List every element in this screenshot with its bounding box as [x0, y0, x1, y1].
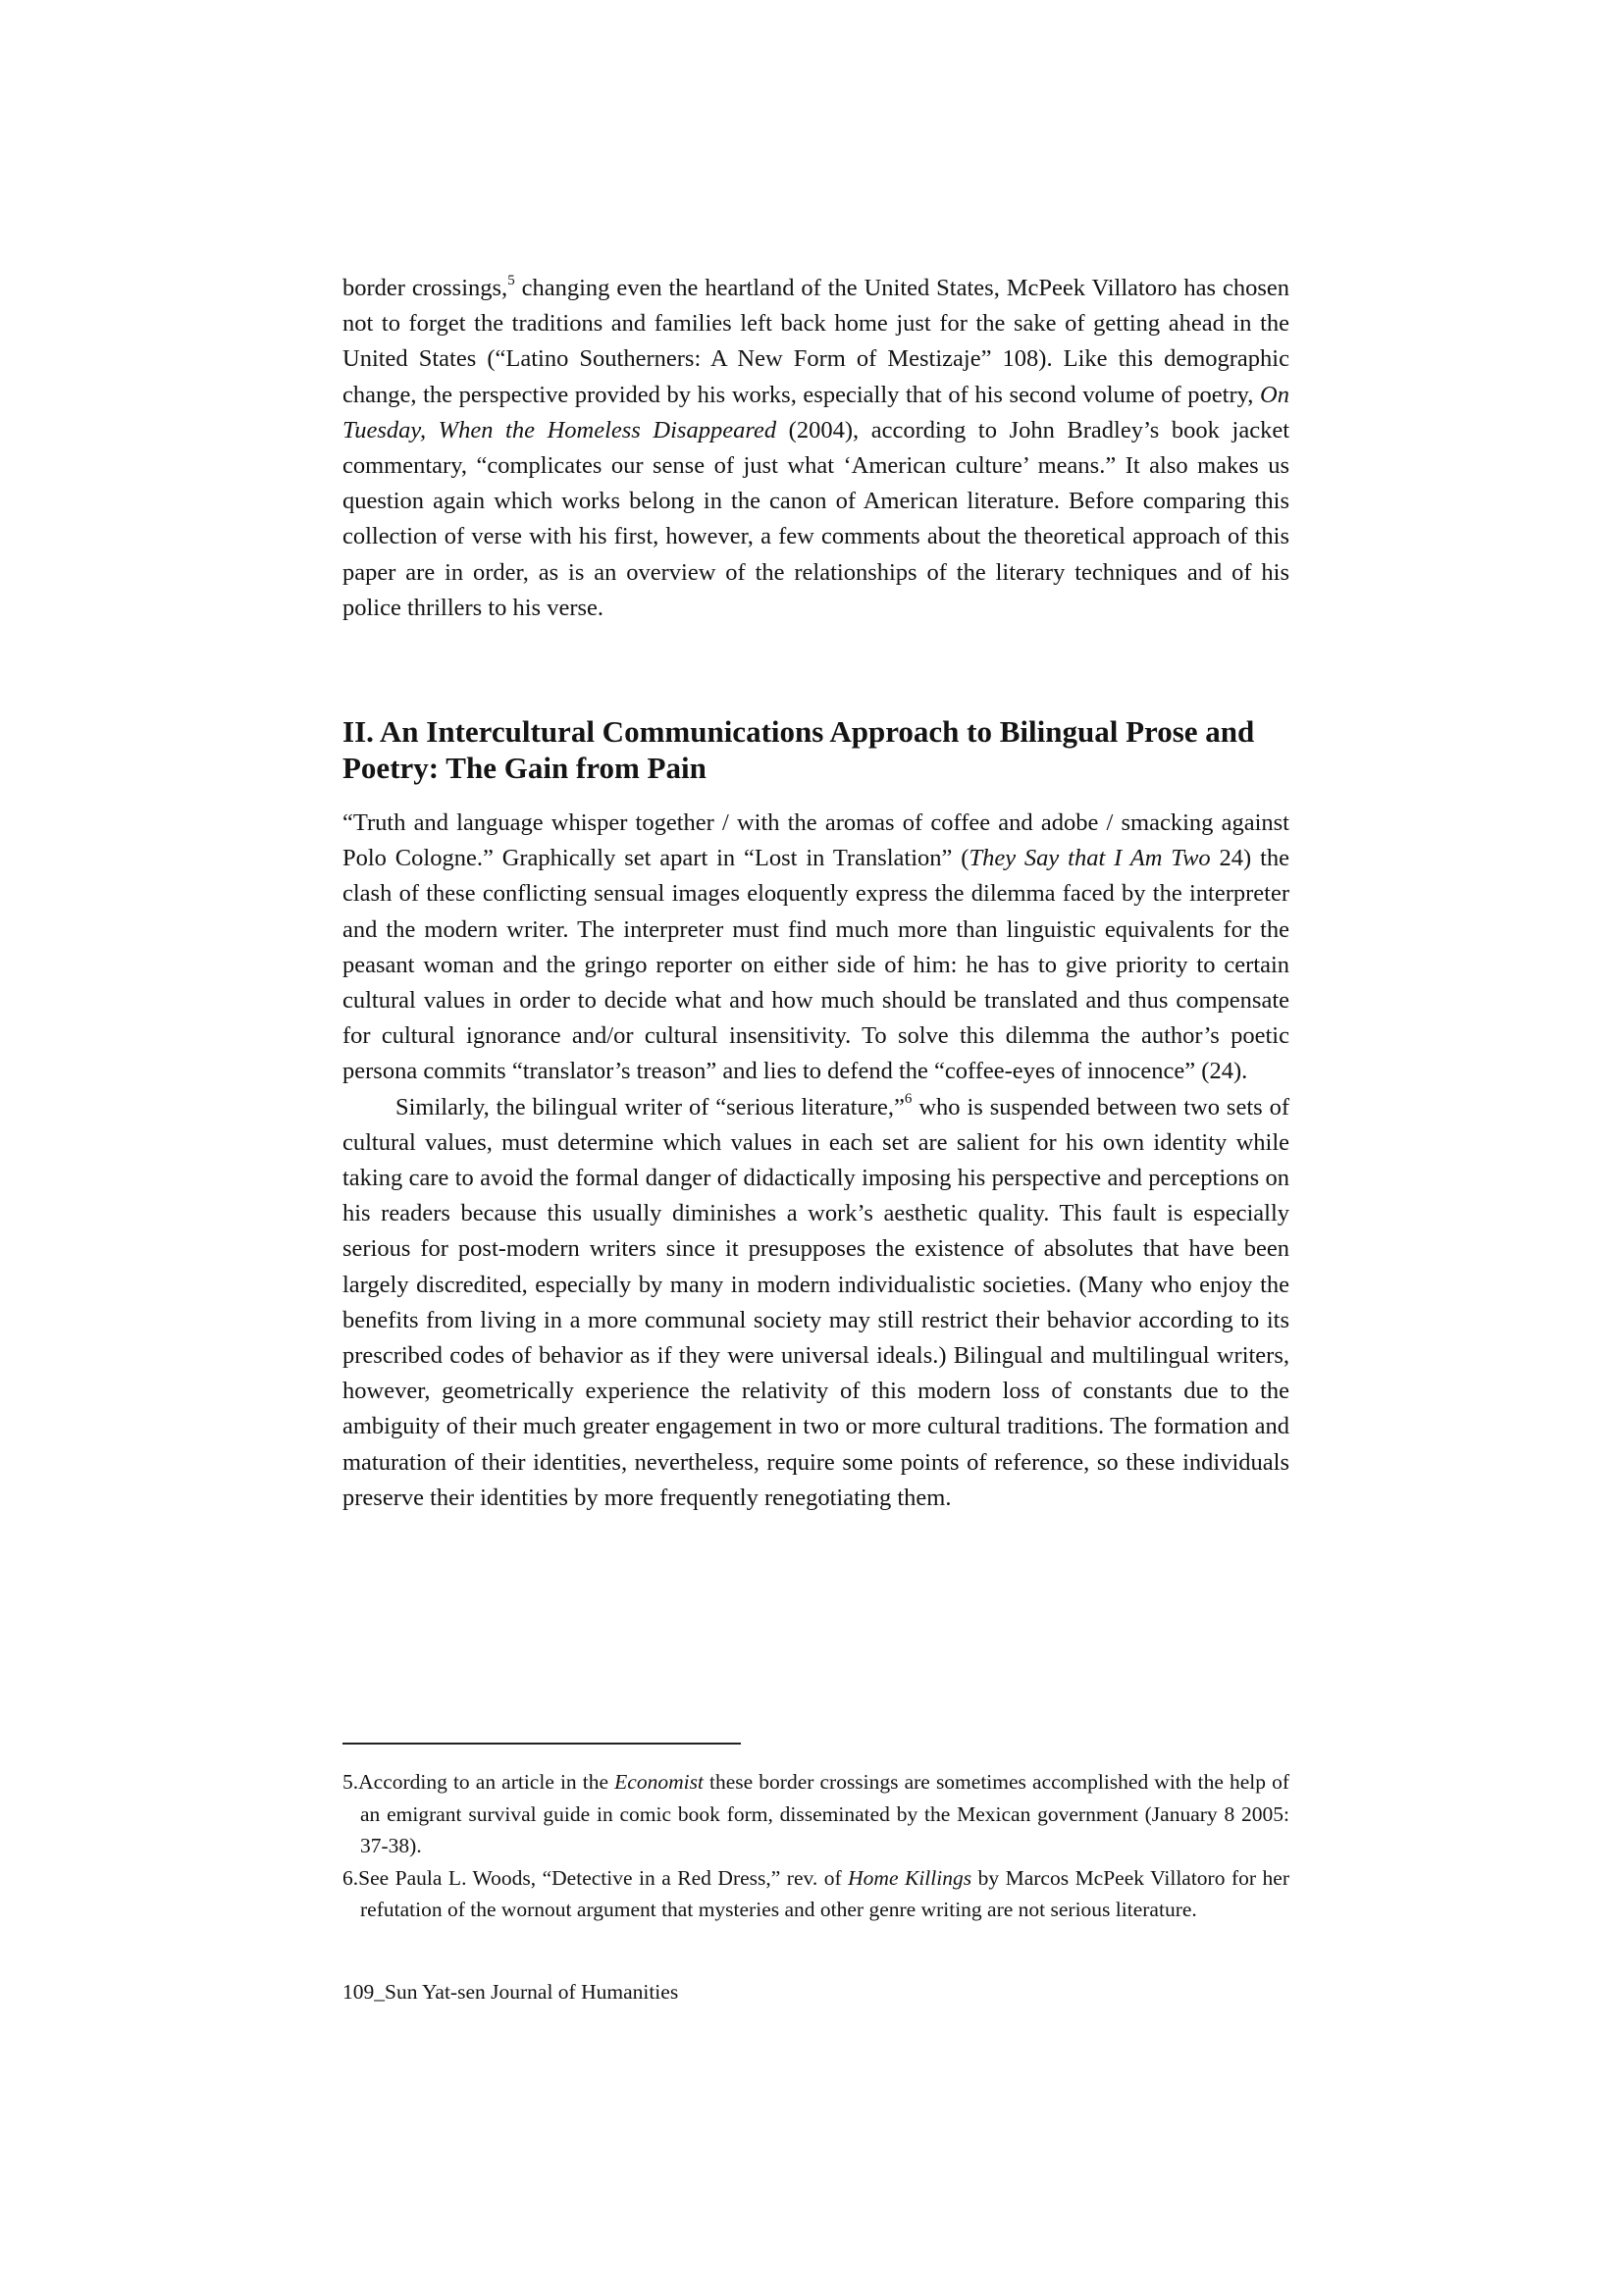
book-title-on-tuesday: On Tuesday, When the Homeless Disappeared [342, 381, 1289, 443]
intro-paragraph [342, 271, 1289, 626]
footnote-6 [342, 1862, 1289, 1926]
intro-text-2: changing even the heartland of the United States, McPeek Villatoro has chosen not to forget the traditions and families left back home just for the sake of getting ahead in the United States (“Latino Southerners: A New Form of Mestizaje” 108). Like this demographic change, the perspective provided by his works, especially that of his second volume of poetry, [342, 275, 1289, 408]
footnote-5 [342, 1766, 1289, 1862]
intro-text-1: border crossings, [342, 275, 508, 301]
book-title-they-say: They Say that I Am Two [969, 845, 1211, 872]
fn5-text-b: these border crossings are sometimes accomplished with the help of an emigrant survival guide in comic book form, disseminated by the Mexican government (January 8 2005: 37-38). [360, 1770, 1289, 1857]
book-title-home-killings: Home Killings [848, 1865, 972, 1890]
para2-text-a: Similarly, the bilingual writer of “serious literature,” [395, 1093, 905, 1121]
section-body [342, 806, 1289, 1516]
publication-title-economist: Economist [614, 1770, 704, 1794]
intro-text-3: (2004), according to John Bradley’s book jacket commentary, “complicates our sense of just what ‘American culture’ means.” It also makes us question again which works belong in the canon of American literature. Before comparing this collection of verse with his first, however, a few comments about the theoretical approach of this paper are in order, as is an overview of the relationships of the literary techniques and of his police thrillers to his verse. [342, 416, 1289, 621]
footnotes [342, 1766, 1289, 1926]
para1-text-a: “Truth and language whisper together / with the aromas of coffee and adobe / smacking against Polo Cologne.” Graphically set apart in “Lost in Translation” ( [342, 809, 1289, 872]
fn6-text-b: by Marcos McPeek Villatoro for her refutation of the wornout argument that mysteries and other genre writing are not serious literature. [360, 1865, 1289, 1921]
footnote-marker-5[interactable]: 5 [507, 272, 515, 288]
fn5-text-a: 5.According to an article in the [342, 1770, 615, 1794]
footnote-divider [342, 1743, 741, 1745]
para1-text-b: 24) the clash of these conflicting sensual images eloquently express the dilemma faced by the interpreter and the modern writer. The interpreter must find much more than linguistic equivalents for the peasant woman and the gringo reporter on either side of him: he has to give priority to certain cultural values in order to decide what and how much should be translated and thus compensate for cultural ignorance and/or cultural insensitivity. To solve this dilemma the author’s poetic persona commits “translator’s treason” and lies to defend the “coffee-eyes of innocence” (24). [342, 845, 1289, 1085]
section-paragraph-1 [342, 806, 1289, 1090]
fn6-text-a: 6.See Paula L. Woods, “Detective in a Red Dress,” rev. of [342, 1865, 849, 1890]
footnote-marker-6[interactable]: 6 [904, 1091, 913, 1108]
running-footer: 109_Sun Yat-sen Journal of Humanities [342, 1980, 679, 2004]
section-heading: II. An Intercultural Communications Approach to Bilingual Prose and Poetry: The Gain from Pain [342, 714, 1255, 785]
section-paragraph-2 [342, 1090, 1289, 1516]
para2-text-b: who is suspended between two sets of cultural values, must determine which values in each set are salient for his own identity while taking care to avoid the formal danger of didactically imposing his perspective and perceptions on his readers because this usually diminishes a work’s aesthetic quality. This fault is especially serious for post-modern writers since it presupposes the existence of absolutes that have been largely discredited, especially by many in modern individualistic societies. (Many who enjoy the benefits from living in a more communal society may still restrict their behavior according to its prescribed codes of behavior as if they were universal ideals.) Bilingual and multilingual writers, however, geometrically experience the relativity of this modern loss of constants due to the ambiguity of their much greater engagement in two or more cultural traditions. The formation and maturation of their identities, nevertheless, require some points of reference, so these individuals preserve their identities by more frequently renegotiating them. [342, 1093, 1289, 1511]
